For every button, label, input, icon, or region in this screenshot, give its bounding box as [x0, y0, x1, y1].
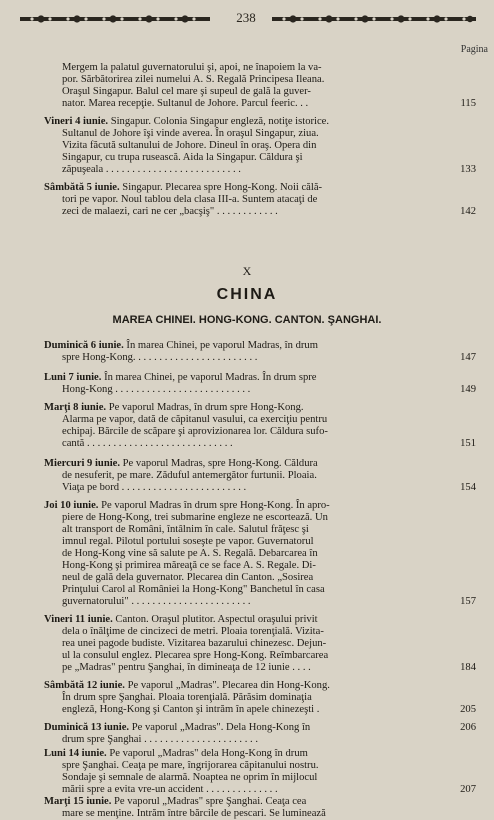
entry-day: Duminică 13 iunie. [44, 722, 130, 733]
entry-line: Singapur. Plecarea spre Hong-Kong. Noii călă- [119, 182, 323, 193]
entry-line: Prinţului Carol al României la Hong-Kong" Banchetul în casa [62, 584, 325, 595]
entry-line: Singapur. Colonia Singapur engleză, notiţe istorice. [108, 116, 330, 127]
toc-entry [44, 402, 450, 450]
entry-line: În marea Chinei, pe vaporul Madras, în drum [123, 340, 318, 351]
header-ornament-left [20, 14, 210, 24]
entry-page: 147 [460, 352, 476, 363]
chapter-subtitle: MAREA CHINEI. HONG-KONG. CANTON. ŞANGHAI. [112, 314, 382, 326]
entry-line: de Hong-Kong vine să salute pe A. S. Regală. Debarcarea în [62, 548, 318, 559]
entry-page: 184 [460, 662, 476, 673]
entry-line: Hong-Kong . . . . . . . . . . . . . . . . . . . . . . . . . . [62, 384, 251, 395]
entry-page: 157 [460, 596, 476, 607]
entry-day: Sâmbătă 5 iunie. [44, 182, 120, 193]
entry-line: pe „Madras" pentru Şanghai, în dimineaţa de 12 iunie . . . . [62, 662, 311, 673]
entry-line: dela o înălţime de cincizeci de metri. Ploaia torenţială. Vizita- [62, 626, 324, 637]
toc-entry [44, 680, 450, 716]
entry-day: Vineri 4 iunie. [44, 116, 109, 127]
toc-entry [44, 500, 450, 608]
entry-line: Pe vaporul Madras în drum spre Hong-Kong. În apro- [98, 500, 330, 511]
entry-line: por. Sărbătorirea zilei numelui A. S. Regală Principesa Ileana. [62, 74, 325, 85]
entry-line: Pe vaporul „Madras". Dela Hong-Kong în [129, 722, 311, 733]
entry-line: spre Hong-Kong. . . . . . . . . . . . . . . . . . . . . . . . [62, 352, 258, 363]
entry-page: 205 [460, 704, 476, 715]
entry-line: Hong-Kong şi primirea măreaţă ce se face A. S. Regale. Di- [62, 560, 316, 571]
entry-line: piere de Hong-Kong, trei submarine engleze ne escortează. Un [62, 512, 328, 523]
entry-line: mării spre a evita vre-un accident . . . . . . . . . . . . . . [62, 784, 278, 795]
entry-day: Luni 7 iunie. [44, 372, 102, 383]
entry-line: engleză, Hong-Kong şi Canton şi intrăm în apele chinezeşti . [62, 704, 320, 715]
entry-page: 115 [460, 98, 476, 109]
entry-line: Vizita făcută sultanului de Johore. Dineul în oraş. Opera din [62, 140, 317, 151]
toc-entry [44, 614, 450, 674]
entry-line: Sondaje şi semnale de alarmă. Noaptea ne oprim în mijlocul [62, 772, 318, 783]
toc-entry [44, 182, 450, 218]
entry-line: Viaţa pe bord . . . . . . . . . . . . . . . . . . . . . . . . [62, 482, 247, 493]
entry-line: neul de gală dela guvernator. Plecarea din Canton. „Sosirea [62, 572, 314, 583]
entry-day: Sâmbătă 12 iunie. [44, 680, 125, 691]
entry-line: În marea Chinei, pe vaporul Madras. În drum spre [101, 372, 317, 383]
entry-line: Oraşul Singapur. Balul cel mare şi supeul de gală la guver- [62, 86, 311, 97]
column-heading: Pagina [460, 44, 488, 55]
entry-page: 151 [460, 438, 476, 449]
entry-line: Canton. Oraşul plutitor. Aspectul oraşului privit [112, 614, 318, 625]
entry-line: Pe vaporul „Madras". Plecarea din Hong-Kong. [124, 680, 330, 691]
entry-line: Pe vaporul „Madras" dela Hong-Kong în drum [106, 748, 308, 759]
page-header [0, 8, 494, 30]
entry-line: alt transport de Români, întâlnim în cale. Salutul frăţesc şi [62, 524, 309, 535]
entry-day: Vineri 11 iunie. [44, 614, 113, 625]
entry-page: 142 [460, 206, 476, 217]
entry-line: Sultanul de Johore îşi vinde averea. În oraşul Singapur, ziua. [62, 128, 319, 139]
entry-line: imnul regal. Pilotul portului soseşte pe vapor. Guvernatorul [62, 536, 314, 547]
entry-line: drum spre Şanghai . . . . . . . . . . . . . . . . . . . . . . [62, 734, 258, 745]
entry-line: cantă . . . . . . . . . . . . . . . . . . . . . . . . . . . . [62, 438, 233, 449]
entry-line: Pe vaporul Madras, în drum spre Hong-Kong. [106, 402, 304, 413]
entry-page: 206 [460, 722, 476, 733]
entry-page: 133 [460, 164, 476, 175]
page-number: 238 [236, 10, 256, 25]
toc-entry [44, 748, 450, 796]
entry-line: Alarma pe vapor, dată de căpitanul vasului, ca exerciţiu pentru [62, 414, 328, 425]
entry-line: zeci de malaezi, cari ne cer „bacşiş" . . . . . . . . . . . . [62, 206, 278, 217]
toc-entry [44, 458, 450, 494]
toc-entry [44, 340, 450, 364]
entry-line: zăpuşeala . . . . . . . . . . . . . . . . . . . . . . . . . . [62, 164, 241, 175]
entry-line: În drum spre Şanghai. Ploaia torenţială. Părăsim dominaţia [62, 692, 312, 703]
entry-page: 207 [460, 784, 476, 795]
entry-day: Luni 14 iunie. [44, 748, 107, 759]
entry-day: Marţi 8 iunie. [44, 402, 107, 413]
header-ornament-right [272, 14, 476, 24]
entry-line: Pe vaporul „Madras" spre Şanghai. Ceaţa cea [111, 796, 307, 807]
entry-day: Miercuri 9 iunie. [44, 458, 121, 469]
entry-line: de nesuferit, pe mare. Zăduful antemergător furtunii. Ploaia. [62, 470, 317, 481]
entry-line: Singapur, cu trupa rusească. Aida la Singapur. Căldura şi [62, 152, 303, 163]
entry-day: Joi 10 iunie. [44, 500, 99, 511]
entry-day: Marţi 15 iunie. [44, 796, 112, 807]
chapter-title: CHINA [216, 286, 278, 303]
entry-line: tori pe vapor. Noul tablou dela clasa III-a. Suntem atacaţi de [62, 194, 318, 205]
entry-line: echipaj. Bărcile de scăpare şi aprovizionarea lor. Căldura sufo- [62, 426, 328, 437]
entry-line: Pe vaporul Madras, spre Hong-Kong. Căldura [120, 458, 318, 469]
entry-line: nator. Marea recepţie. Sultanul de Johore. Parcul feeric. . . [62, 98, 309, 109]
entry-page: 154 [460, 482, 476, 493]
entry-line: guvernatorului" . . . . . . . . . . . . . . . . . . . . . . . [62, 596, 251, 607]
entry-line: ul la consulul englez. Plecarea spre Hong-Kong. Reîmbarcarea [62, 650, 329, 661]
entry-line: Mergem la palatul guvernatorului şi, apoi, ne înapoiem la va- [62, 62, 322, 73]
entry-day: Duminică 6 iunie. [44, 340, 124, 351]
entry-line: spre Şanghai. Ceaţa pe mare, îngrijorarea căpitanului nostru. [62, 760, 319, 771]
toc-entry [62, 62, 450, 110]
toc-entry [44, 116, 450, 176]
toc-entry [44, 372, 450, 396]
toc-entry [44, 722, 450, 746]
entry-line: rea unei pagode budiste. Vizitarea bazarului chinezesc. Dejun- [62, 638, 327, 649]
entry-line: mare se menţine. Intrăm între bărcile de pescari. Se luminează [62, 808, 326, 819]
section-number: X [242, 264, 252, 278]
entry-page: 149 [460, 384, 476, 395]
